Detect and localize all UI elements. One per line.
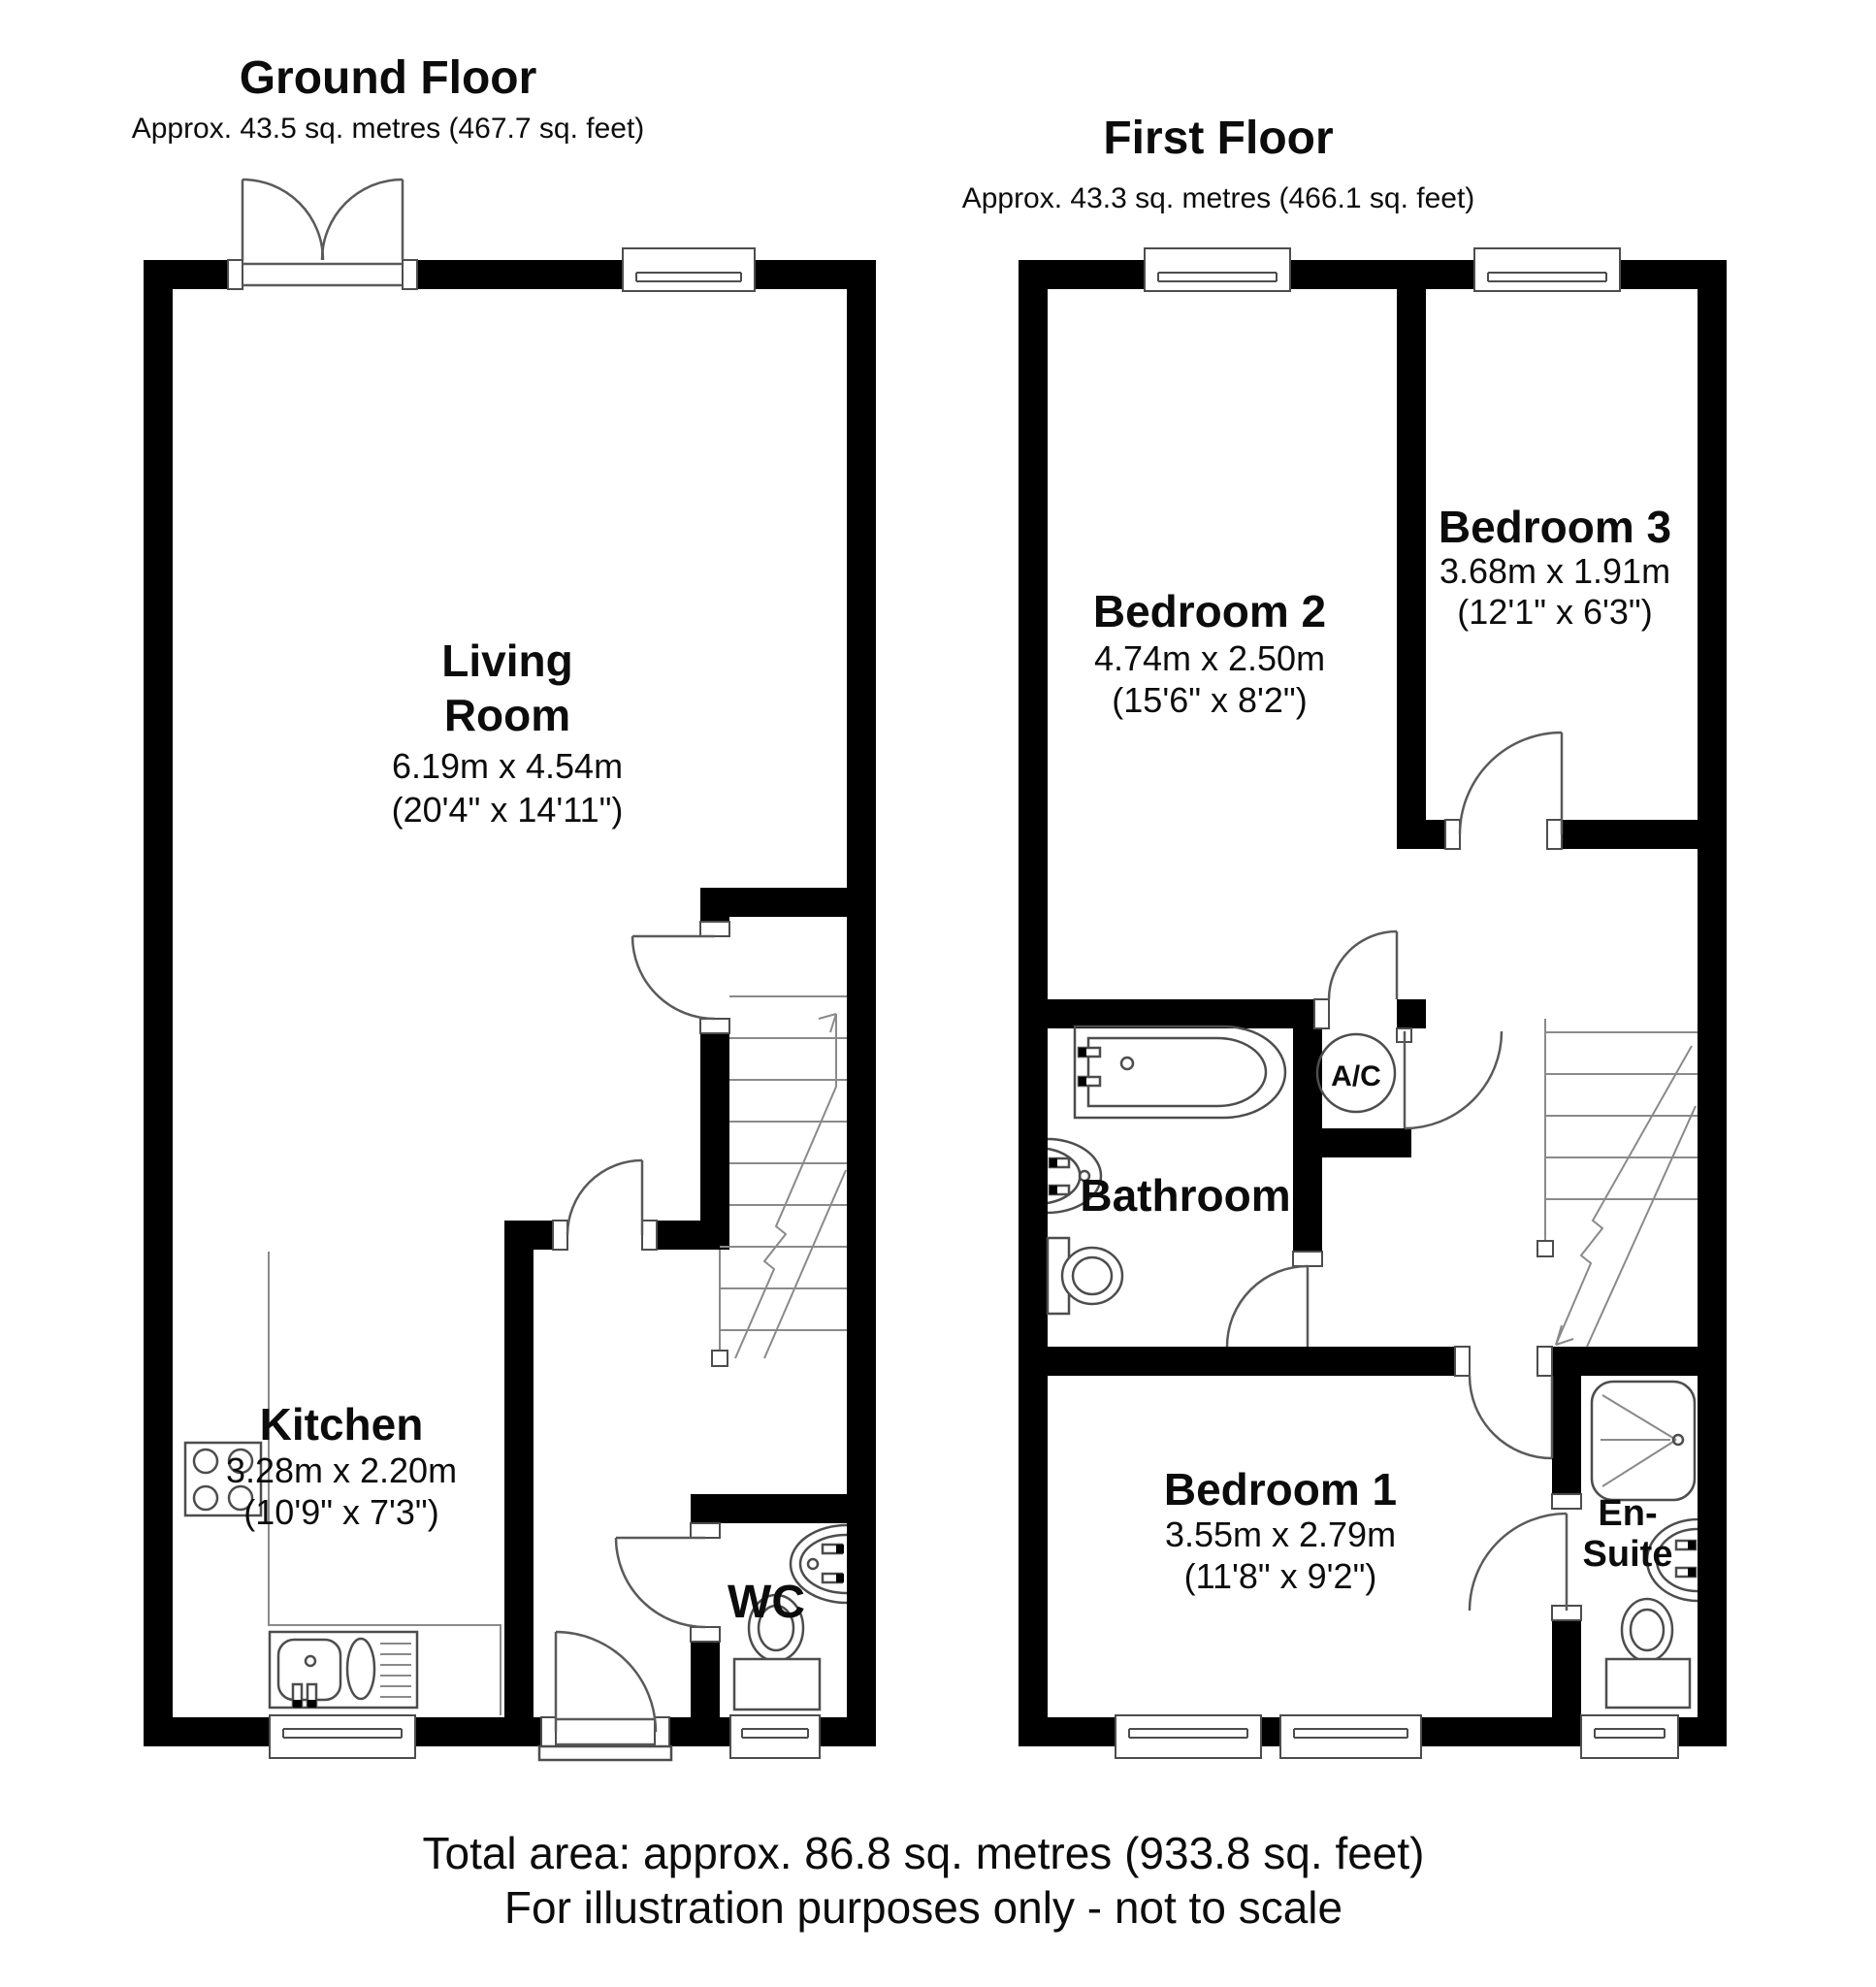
wc-door: [616, 1538, 705, 1627]
ensuite-door: [1470, 1514, 1567, 1611]
bedroom1-dims-imperial: (11'8" x 9'2"): [1183, 1556, 1377, 1596]
kitchen-door: [567, 1160, 642, 1235]
first-floor-labels: [1080, 502, 1672, 1596]
wc-window: [730, 1715, 820, 1758]
bedroom1-window-left: [1116, 1715, 1261, 1758]
bedroom2-label: Bedroom 2: [1092, 586, 1327, 636]
footer: [422, 1828, 1424, 1933]
entrance-door: [539, 1632, 671, 1760]
bedroom3-dims-metric: 3.68m x 1.91m: [1439, 551, 1671, 591]
ac-label: A/C: [1331, 1060, 1381, 1092]
ensuite-label-line2: Suite: [1582, 1534, 1673, 1575]
bedroom1-window-right: [1280, 1715, 1421, 1758]
bedroom2-dims-metric: 4.74m x 2.50m: [1093, 638, 1326, 678]
ensuite-shower: [1592, 1382, 1695, 1500]
living-room-dims-metric: 6.19m x 4.54m: [391, 746, 624, 786]
first-floor-title: First Floor: [1103, 113, 1334, 164]
bedroom2-dims-imperial: (15'6" x 8'2"): [1112, 680, 1308, 720]
living-room-label-line2: Room: [443, 690, 571, 740]
ground-floor-stairs: [712, 996, 847, 1366]
ensuite-window: [1581, 1715, 1678, 1758]
kitchen-dims-imperial: (10'9" x 7'3"): [243, 1492, 439, 1532]
living-room-window: [623, 248, 755, 291]
kitchen-window: [270, 1715, 415, 1758]
living-room-door: [632, 936, 715, 1019]
wc-label: WC: [728, 1577, 805, 1628]
kitchen-sink: [270, 1632, 417, 1708]
bedroom1-dims-metric: 3.55m x 2.79m: [1164, 1515, 1397, 1554]
first-floor-stairs: [1537, 1019, 1698, 1347]
disclaimer-text: For illustration purposes only - not to scale: [503, 1882, 1343, 1933]
living-room-dims-imperial: (20'4" x 14'11"): [391, 790, 624, 830]
ensuite-toilet: [1606, 1599, 1690, 1708]
kitchen-dims-metric: 3.28m x 2.20m: [225, 1450, 458, 1490]
ground-floor-subtitle: Approx. 43.5 sq. metres (467.7 sq. feet): [131, 113, 645, 145]
bedroom3-dims-imperial: (12'1" x 6'3"): [1457, 592, 1653, 632]
bedroom1-label: Bedroom 1: [1163, 1464, 1398, 1515]
first-floor-plan: [962, 113, 1727, 1758]
french-doors: [243, 179, 403, 285]
bedroom3-window: [1474, 248, 1620, 291]
bedroom2-window: [1145, 248, 1290, 291]
ground-floor-title: Ground Floor: [239, 52, 537, 104]
bathroom-door: [1227, 1266, 1308, 1347]
bedroom1-door: [1470, 1376, 1552, 1458]
bathroom-label: Bathroom: [1080, 1170, 1291, 1221]
first-floor-subtitle: Approx. 43.3 sq. metres (466.1 sq. feet): [961, 182, 1475, 214]
bedroom2-door: [1329, 931, 1397, 999]
total-area-text: Total area: approx. 86.8 sq. metres (933.8 sq. feet): [422, 1828, 1425, 1878]
ensuite-label-line1: En-: [1598, 1493, 1658, 1534]
ac-cupboard-door: [1405, 1031, 1502, 1128]
living-room-label-line1: Living: [441, 635, 573, 686]
ground-floor-plan: [132, 52, 876, 1760]
bedroom3-label: Bedroom 3: [1438, 502, 1672, 552]
kitchen-label: Kitchen: [259, 1399, 424, 1450]
bathroom-toilet: [1048, 1238, 1122, 1314]
bathtub: [1075, 1026, 1285, 1118]
